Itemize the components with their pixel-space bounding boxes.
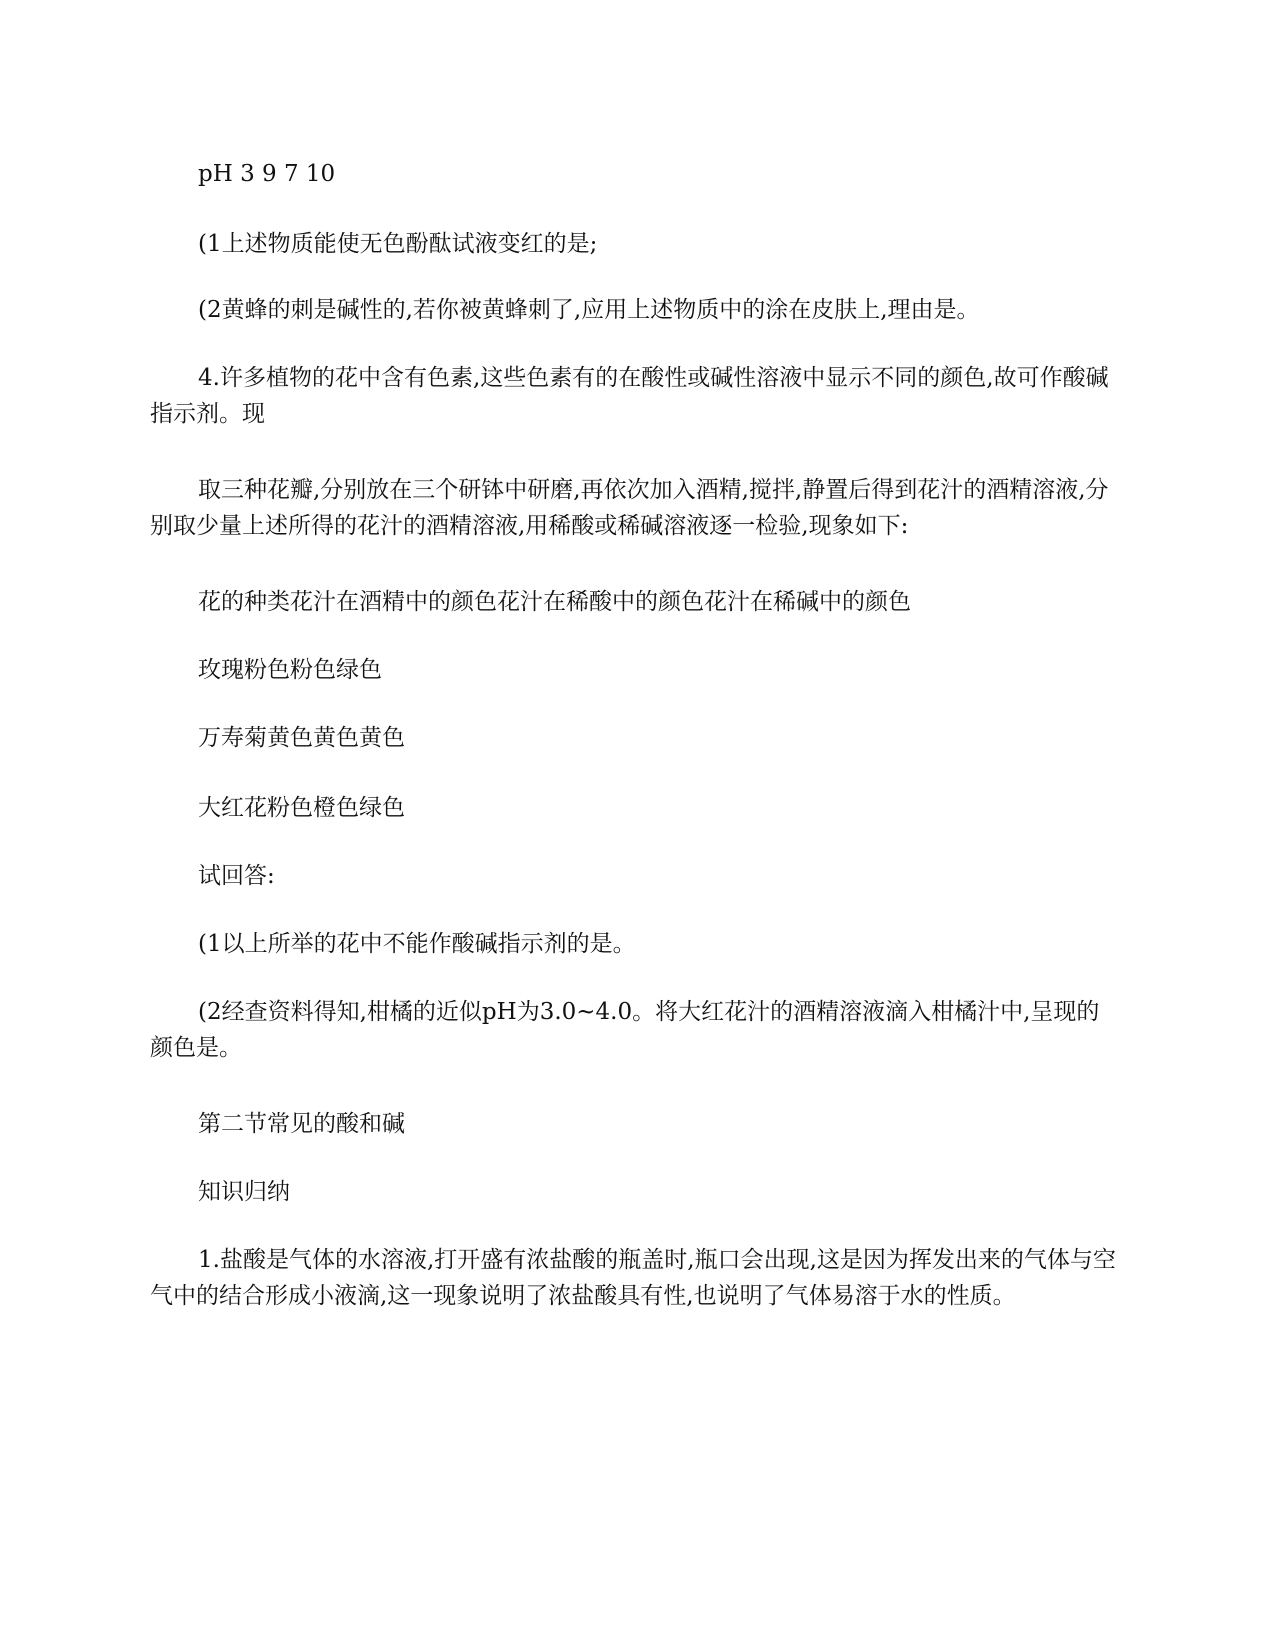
paragraph-question-1: (1上述物质能使无色酚酞试液变红的是; xyxy=(198,231,598,257)
table-row-hibiscus: 大红花粉色橙色绿色 xyxy=(198,795,405,821)
paragraph-question-2: (2黄蜂的刺是碱性的,若你被黄蜂刺了,应用上述物质中的涂在皮肤上,理由是。 xyxy=(198,297,980,323)
table-row-marigold: 万寿菊黄色黄色黄色 xyxy=(198,725,405,751)
paragraph-hydrochloric-acid: 1.盐酸是气体的水溶液,打开盛有浓盐酸的瓶盖时,瓶口会出现,这是因为挥发出来的气体与空气中的结合形成小液滴,这一现象说明了浓盐酸具有性,也说明了气体易溶于水的性质。 xyxy=(150,1247,1116,1309)
paragraph-answer-2: (2经查资料得知,柑橘的近似pH为3.0~4.0。将大红花汁的酒精溶液滴入柑橘汁中,呈现的颜色是。 xyxy=(150,999,1100,1061)
paragraph-item-4: 4.许多植物的花中含有色素,这些色素有的在酸性或碱性溶液中显示不同的颜色,故可作酸碱指示剂。现 xyxy=(150,365,1109,427)
paragraph-answer-1: (1以上所举的花中不能作酸碱指示剂的是。 xyxy=(198,931,636,957)
paragraph-answer-prompt: 试回答: xyxy=(198,863,275,889)
table-row-rose: 玫瑰粉色粉色绿色 xyxy=(198,657,382,683)
section-title: 第二节常见的酸和碱 xyxy=(198,1111,405,1137)
section-subtitle: 知识归纳 xyxy=(198,1179,290,1205)
paragraph-ph-values: pH 3 9 7 10 xyxy=(198,161,336,187)
table-header-line: 花的种类花汁在酒精中的颜色花汁在稀酸中的颜色花汁在稀碱中的颜色 xyxy=(198,589,911,615)
paragraph-experiment: 取三种花瓣,分别放在三个研钵中研磨,再依次加入酒精,搅拌,静置后得到花汁的酒精溶液,分别取少量上述所得的花汁的酒精溶液,用稀酸或稀碱溶液逐一检验,现象如下: xyxy=(150,477,1109,539)
